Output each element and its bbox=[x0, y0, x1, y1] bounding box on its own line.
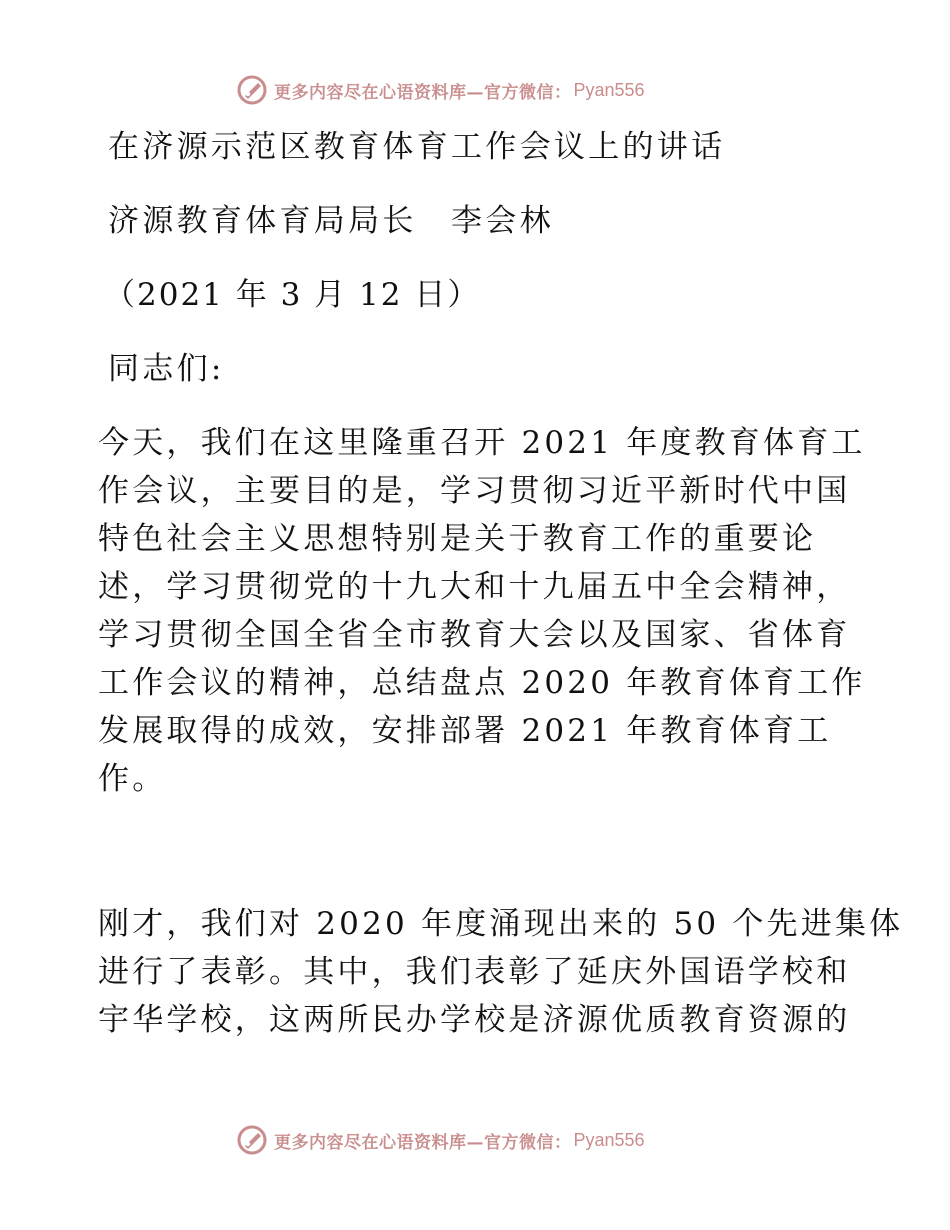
brand-logo-icon bbox=[236, 1124, 268, 1156]
document-title: 在济源示范区教育体育工作会议上的讲话 bbox=[108, 129, 726, 165]
watermark-text: 更多内容尽在心语资料库—官方微信： bbox=[274, 1132, 572, 1153]
speaker-line: 济源教育体育局局长 李会林 bbox=[108, 203, 554, 239]
watermark-account: Pyan556 bbox=[573, 79, 645, 100]
footer-watermark bbox=[236, 1123, 645, 1157]
paragraph-line: 发展取得的成效，安排部署 2021 年教育体育工 bbox=[98, 713, 832, 749]
date-line: （2021 年 3 月 12 日） bbox=[104, 277, 481, 313]
header-watermark bbox=[236, 73, 645, 107]
paragraph-line: 述，学习贯彻党的十九大和十九届五中全会精神， bbox=[98, 569, 851, 605]
paragraph-line: 今天，我们在这里隆重召开 2021 年度教育体育工 bbox=[98, 425, 866, 461]
brand-logo-icon bbox=[236, 74, 268, 106]
paragraph-line: 作。 bbox=[98, 761, 167, 797]
paragraph-line: 作会议，主要目的是，学习贯彻习近平新时代中国 bbox=[98, 473, 851, 509]
paragraph-line: 刚才，我们对 2020 年度涌现出来的 50 个先进集体 bbox=[98, 906, 904, 942]
paragraph-commendation bbox=[98, 900, 904, 1044]
greeting: 同志们: bbox=[108, 351, 225, 387]
paragraph-line: 特色社会主义思想特别是关于教育工作的重要论 bbox=[98, 521, 817, 557]
paragraph-line: 宇华学校，这两所民办学校是济源优质教育资源的 bbox=[98, 1002, 851, 1038]
paragraph-line: 工作会议的精神，总结盘点 2020 年教育体育工作 bbox=[98, 665, 866, 701]
paragraph-line: 进行了表彰。其中，我们表彰了延庆外国语学校和 bbox=[98, 954, 851, 990]
paragraph-line: 学习贯彻全国全省全市教育大会以及国家、省体育 bbox=[98, 617, 851, 653]
watermark-text: 更多内容尽在心语资料库—官方微信： bbox=[274, 82, 572, 103]
paragraph-opening bbox=[98, 419, 866, 803]
watermark-account: Pyan556 bbox=[573, 1129, 645, 1150]
